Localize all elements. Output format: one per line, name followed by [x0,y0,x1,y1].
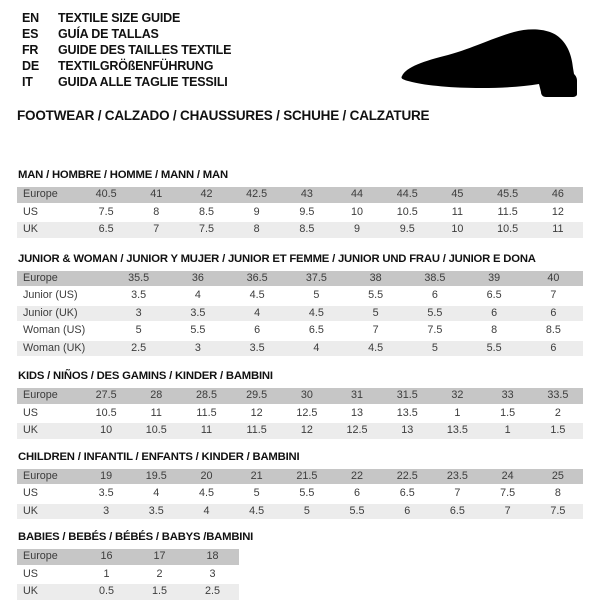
size-cell: 10.5 [131,423,181,441]
size-cell: 5 [346,306,405,324]
shoe-icon [396,26,582,102]
size-cell: 46 [533,187,583,205]
size-cell: 13 [332,406,382,424]
size-cell: 40.5 [81,187,131,205]
size-cell: 3.5 [168,306,227,324]
language-row [22,10,231,26]
size-cell: 7.5 [405,323,464,341]
language-title: TEXTILE SIZE GUIDE [58,11,181,25]
size-cell: 3.5 [131,504,181,522]
size-cell: 23.5 [432,469,482,487]
language-row [22,26,231,42]
size-cell: 7.5 [483,486,533,504]
size-cell: 42.5 [232,187,282,205]
size-table-junior-woman [17,271,583,359]
category-line: FOOTWEAR / CALZADO / CHAUSSURES / SCHUHE / CALZATURE [17,108,430,123]
size-cell: 5 [405,341,464,359]
size-cell: 22 [332,469,382,487]
language-code: IT [22,75,33,89]
size-cell: 3 [168,341,227,359]
size-cell: 17 [133,549,186,567]
size-cell: 5 [109,323,168,341]
size-row [17,423,583,441]
size-cell: 5.5 [282,486,332,504]
size-cell: 28.5 [181,388,231,406]
size-cell: 7 [432,486,482,504]
size-cell: 6 [524,341,583,359]
size-cell: 5.5 [405,306,464,324]
size-row [17,205,583,223]
size-cell: 4 [168,288,227,306]
size-cell: 12 [282,423,332,441]
size-cell: 3 [109,306,168,324]
size-cell: 8 [533,486,583,504]
size-cell: 4.5 [346,341,405,359]
size-cell: 1.5 [533,423,583,441]
size-cell: 25 [533,469,583,487]
size-cell: 33.5 [533,388,583,406]
size-cell: 27.5 [81,388,131,406]
size-cell: 45.5 [483,187,533,205]
row-label: US [17,205,81,223]
row-label: Junior (US) [17,288,109,306]
size-row [17,469,583,487]
size-cell: 8.5 [181,205,231,223]
size-cell: 24 [483,469,533,487]
row-label: Europe [17,549,80,567]
size-cell: 11 [131,406,181,424]
size-cell: 3 [186,567,239,585]
size-row [17,486,583,504]
size-row [17,222,583,240]
size-cell: 7 [346,323,405,341]
size-cell: 11 [432,205,482,223]
size-cell: 39 [465,271,524,289]
size-row [17,306,583,324]
row-label: US [17,406,81,424]
size-row [17,406,583,424]
size-cell: 40 [524,271,583,289]
size-cell: 10.5 [382,205,432,223]
language-title-list [22,10,231,90]
language-code: DE [22,59,39,73]
row-label: Europe [17,271,109,289]
size-cell: 19.5 [131,469,181,487]
size-cell: 7 [483,504,533,522]
size-cell: 5 [232,486,282,504]
size-cell: 11 [533,222,583,240]
section-title: MAN / HOMBRE / HOMME / MANN / MAN [18,169,228,181]
size-cell: 21.5 [282,469,332,487]
size-cell: 43 [282,187,332,205]
size-cell: 33 [483,388,533,406]
size-row [17,288,583,306]
language-title: GUÍA DE TALLAS [58,27,159,41]
size-cell: 36 [168,271,227,289]
size-cell: 10 [81,423,131,441]
size-row [17,388,583,406]
section-title: BABIES / BEBÉS / BÉBÉS / BABYS /BAMBINI [18,531,254,543]
size-row [17,567,239,585]
size-cell: 10.5 [483,222,533,240]
size-cell: 20 [181,469,231,487]
size-section-kids [17,370,583,441]
size-cell: 12 [533,205,583,223]
size-cell: 2 [533,406,583,424]
size-cell: 6 [382,504,432,522]
row-label: Junior (UK) [17,306,109,324]
size-row [17,271,583,289]
size-row [17,504,583,522]
size-cell: 1 [432,406,482,424]
size-cell: 12.5 [332,423,382,441]
language-title: GUIDA ALLE TAGLIE TESSILI [58,75,228,89]
size-section-children [17,451,583,522]
size-cell: 5.5 [346,288,405,306]
section-title: KIDS / NIÑOS / DES GAMINS / KINDER / BAMBINI [18,370,273,382]
size-cell: 4.5 [287,306,346,324]
size-cell: 6.5 [465,288,524,306]
section-title: JUNIOR & WOMAN / JUNIOR Y MUJER / JUNIOR ET FEMME / JUNIOR UND FRAU / JUNIOR E DONA [18,252,536,265]
size-section-babies [17,531,583,600]
size-cell: 3 [81,504,131,522]
size-cell: 30 [282,388,332,406]
size-section-man [17,169,583,240]
size-cell: 11.5 [232,423,282,441]
size-cell: 10 [432,222,482,240]
size-row [17,584,239,600]
size-cell: 3.5 [109,288,168,306]
language-code: ES [22,27,39,41]
size-cell: 13.5 [432,423,482,441]
size-cell: 38.5 [405,271,464,289]
size-cell: 9 [232,205,282,223]
size-table-kids [17,388,583,441]
size-cell: 10 [332,205,382,223]
size-cell: 9.5 [282,205,332,223]
size-cell: 11.5 [181,406,231,424]
language-code: EN [22,11,39,25]
size-cell: 6 [332,486,382,504]
size-cell: 45 [432,187,482,205]
language-title: GUIDE DES TAILLES TEXTILE [58,43,232,57]
size-cell: 1.5 [483,406,533,424]
size-cell: 7.5 [81,205,131,223]
language-code: FR [22,43,39,57]
size-cell: 21 [232,469,282,487]
size-cell: 1 [483,423,533,441]
size-cell: 6.5 [81,222,131,240]
size-cell: 10.5 [81,406,131,424]
size-cell: 41 [131,187,181,205]
size-cell: 9.5 [382,222,432,240]
size-table-babies [17,549,239,600]
language-row [22,58,231,74]
size-cell: 5.5 [465,341,524,359]
size-row [17,341,583,359]
size-cell: 4.5 [228,288,287,306]
size-cell: 9 [332,222,382,240]
size-cell: 7 [131,222,181,240]
size-cell: 5 [287,288,346,306]
size-cell: 4 [228,306,287,324]
size-cell: 12 [232,406,282,424]
language-row [22,42,231,58]
row-label: Europe [17,469,81,487]
size-cell: 7 [524,288,583,306]
size-cell: 6 [228,323,287,341]
size-cell: 13.5 [382,406,432,424]
size-cell: 28 [131,388,181,406]
size-cell: 1 [80,567,133,585]
size-cell: 8 [232,222,282,240]
size-cell: 22.5 [382,469,432,487]
size-cell: 2.5 [109,341,168,359]
size-cell: 5.5 [168,323,227,341]
size-cell: 38 [346,271,405,289]
size-cell: 7.5 [181,222,231,240]
size-cell: 19 [81,469,131,487]
size-row [17,549,239,567]
row-label: US [17,567,80,585]
size-cell: 7.5 [533,504,583,522]
size-cell: 8 [465,323,524,341]
size-cell: 4 [287,341,346,359]
size-cell: 16 [80,549,133,567]
size-cell: 8.5 [524,323,583,341]
row-label: UK [17,584,80,600]
size-cell: 5 [282,504,332,522]
size-cell: 5.5 [332,504,382,522]
language-title: TEXTILGRÖßENFÜHRUNG [58,59,214,73]
row-label: Europe [17,187,81,205]
size-cell: 3.5 [81,486,131,504]
size-cell: 13 [382,423,432,441]
size-cell: 11.5 [483,205,533,223]
size-cell: 6 [405,288,464,306]
size-row [17,323,583,341]
size-cell: 37.5 [287,271,346,289]
size-cell: 2 [133,567,186,585]
size-cell: 1.5 [133,584,186,600]
size-cell: 31.5 [382,388,432,406]
size-cell: 0.5 [80,584,133,600]
size-table-man [17,187,583,240]
size-section-junior-woman [17,253,583,359]
size-cell: 36.5 [228,271,287,289]
size-cell: 29.5 [232,388,282,406]
size-cell: 44.5 [382,187,432,205]
row-label: Woman (UK) [17,341,109,359]
size-cell: 4.5 [232,504,282,522]
size-cell: 6.5 [382,486,432,504]
row-label: UK [17,504,81,522]
size-cell: 6.5 [287,323,346,341]
section-title: CHILDREN / INFANTIL / ENFANTS / KINDER / BAMBINI [18,450,300,463]
size-cell: 11 [181,423,231,441]
size-cell: 6 [465,306,524,324]
size-cell: 4.5 [181,486,231,504]
size-cell: 4 [131,486,181,504]
row-label: Europe [17,388,81,406]
row-label: UK [17,423,81,441]
size-tables [17,163,583,600]
size-cell: 3.5 [228,341,287,359]
size-cell: 32 [432,388,482,406]
row-label: US [17,486,81,504]
size-cell: 8.5 [282,222,332,240]
size-cell: 6 [524,306,583,324]
size-row [17,187,583,205]
size-cell: 6.5 [432,504,482,522]
size-cell: 18 [186,549,239,567]
size-cell: 35.5 [109,271,168,289]
size-cell: 8 [131,205,181,223]
size-cell: 4 [181,504,231,522]
size-cell: 42 [181,187,231,205]
row-label: Woman (US) [17,323,109,341]
row-label: UK [17,222,81,240]
size-table-children [17,469,583,522]
size-cell: 12.5 [282,406,332,424]
size-cell: 31 [332,388,382,406]
language-row [22,74,231,90]
size-cell: 2.5 [186,584,239,600]
size-cell: 44 [332,187,382,205]
